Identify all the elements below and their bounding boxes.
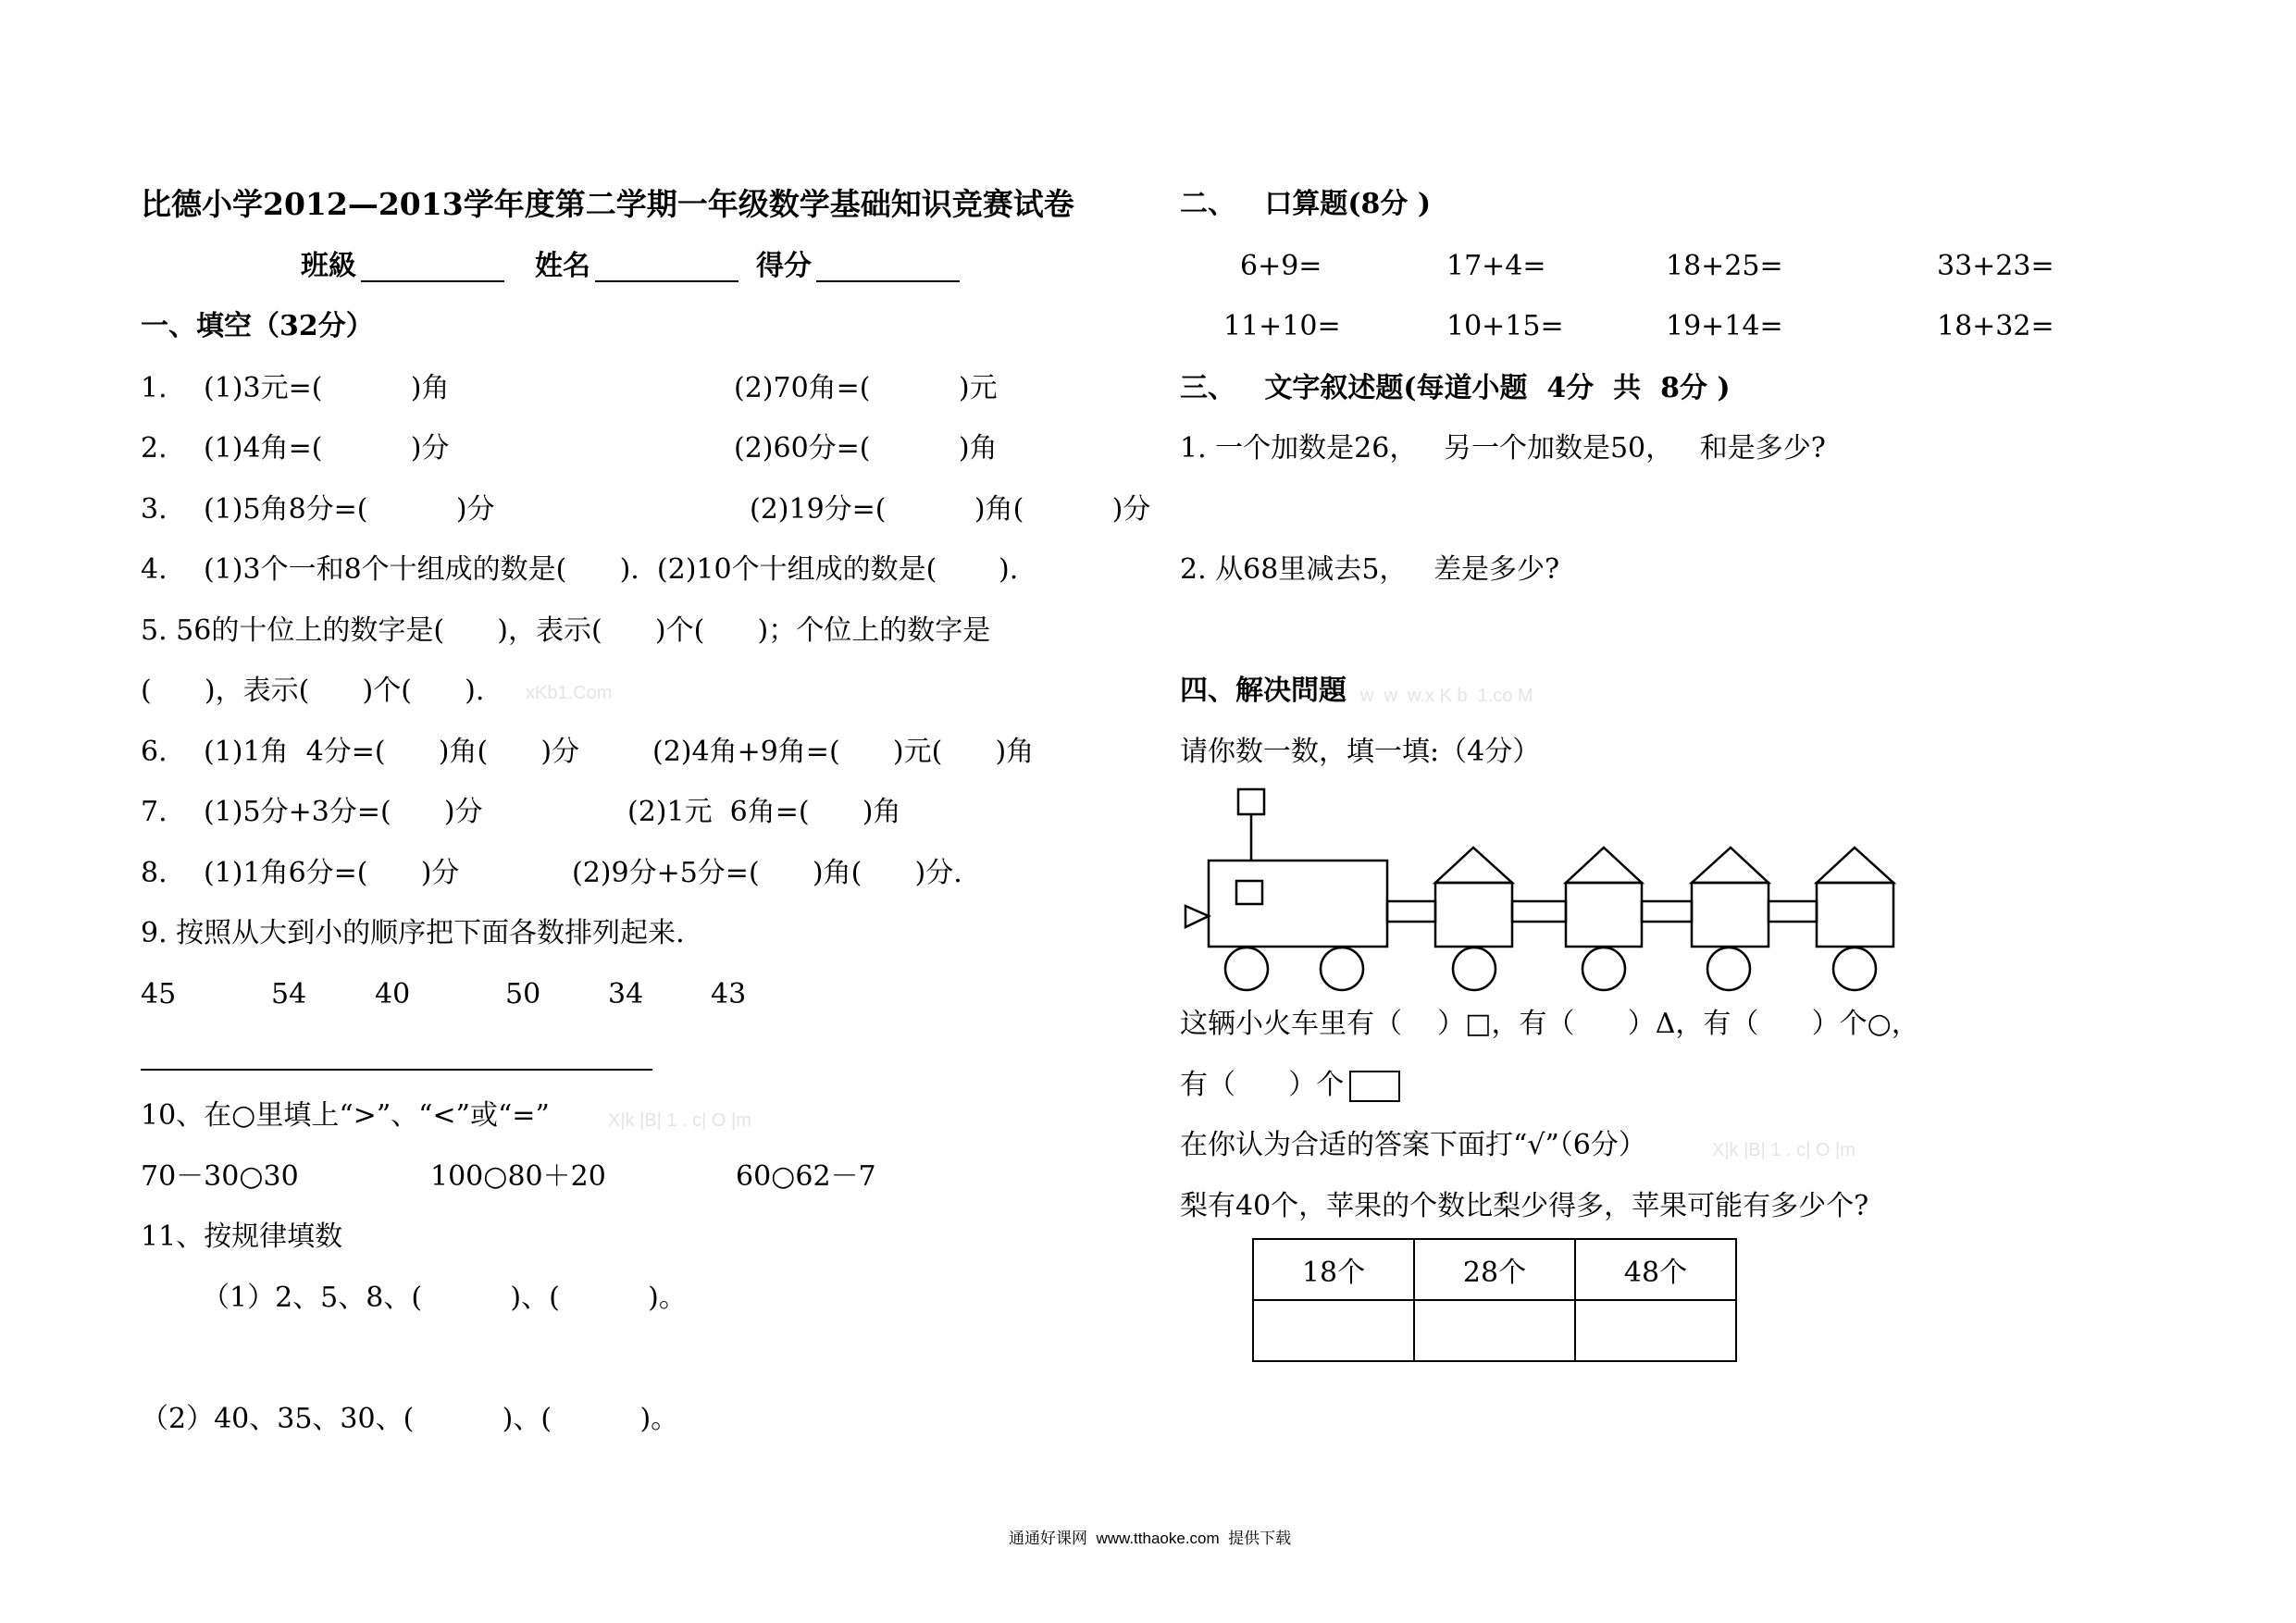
- rectangle-shape-icon: [1349, 1071, 1400, 1102]
- word-problem-2: 2. 从68里减去5， 差是多少?: [1180, 553, 1560, 586]
- count-answer-line1: 这辆小火车里有（ ）□，有（ ）Δ，有（ ）个○，: [1180, 1008, 1919, 1040]
- watermark-1: xKb1.Com: [526, 683, 613, 703]
- q7-part-b: (2)1元 6角=( )角: [627, 796, 901, 828]
- q6-part-b: (2)4角+9角=( )元( )角: [652, 736, 1035, 768]
- mental-math-item: 19+14=: [1666, 310, 1783, 342]
- class-label: 班級: [301, 250, 356, 282]
- q7-part-a: (1)5分+3分=( )分: [204, 796, 483, 828]
- q9-number: 43: [711, 978, 747, 1010]
- mental-math-item: 18+25=: [1666, 250, 1783, 282]
- q9-number: 50: [505, 978, 541, 1010]
- count-prompt: 请你数一数，填一填:（4分）: [1180, 736, 1541, 768]
- q3-num: 3.: [141, 493, 168, 526]
- q9-number: 54: [271, 978, 307, 1010]
- section3-heading: 三、 文字叙述题(每道小题 4分 共 8分 ): [1180, 372, 1731, 404]
- name-blank[interactable]: [595, 280, 738, 282]
- q5-line2: ( )，表示( )个( ).: [141, 675, 485, 707]
- q6-part-a: (1)1角 4分=( )角( )分: [204, 736, 580, 768]
- q9-answer-line[interactable]: [141, 1069, 652, 1071]
- score-blank[interactable]: [816, 280, 960, 282]
- q11-part-1: （1）2、5、8、( )、( )。: [202, 1282, 687, 1314]
- q11-part-2: （2）40、35、30、( )、( )。: [141, 1403, 679, 1435]
- q3-part-a: (1)5角8分=( )分: [204, 493, 495, 526]
- exam-title: 比德小学2012—2013学年度第二学期一年级数学基础知识竞赛试卷: [141, 186, 1074, 222]
- watermark-3: X|k |B| 1 . c| O |m: [608, 1110, 751, 1131]
- class-blank[interactable]: [361, 280, 504, 282]
- q1-part-b: (2)70角=( )元: [734, 372, 998, 404]
- word-problem-1: 1. 一个加数是26， 另一个加数是50， 和是多少?: [1180, 432, 1826, 465]
- choice-check-cell[interactable]: [1414, 1300, 1575, 1361]
- q10-item: 70－30○30: [141, 1160, 299, 1193]
- q8-num: 8.: [141, 857, 168, 889]
- q7-num: 7.: [141, 796, 168, 828]
- watermark-4: X|k |B| 1 . c| O |m: [1712, 1140, 1855, 1160]
- footer-text: 通通好课网 www.tthaoke.com 提供下载: [1009, 1530, 1292, 1547]
- q1-num: 1.: [141, 372, 168, 404]
- mental-math-item: 33+23=: [1937, 250, 2054, 282]
- section4-heading: 四、解决問題: [1180, 675, 1347, 707]
- train-figure: [1175, 782, 1897, 995]
- q8-part-b: (2)9分+5分=( )角( )分.: [572, 857, 962, 889]
- choice-header: 48个: [1575, 1239, 1736, 1300]
- name-label: 姓名: [535, 250, 590, 282]
- watermark-2: w w w.x K b 1.co M: [1360, 686, 1533, 706]
- score-label: 得分: [756, 250, 812, 282]
- q9-number: 40: [375, 978, 411, 1010]
- answer-choice-table: [1252, 1238, 1737, 1362]
- q3-part-b: (2)19分=( )角( )分: [750, 493, 1151, 526]
- section2-heading: 二、 口算题(8分 ): [1180, 188, 1432, 220]
- q6-num: 6.: [141, 736, 168, 768]
- mental-math-item: 6+9=: [1240, 250, 1322, 282]
- q10-prompt: 10、在○里填上“>”、“<”或“=”: [141, 1099, 550, 1132]
- q9-number: 45: [141, 978, 177, 1010]
- q2-num: 2.: [141, 432, 168, 465]
- q8-part-a: (1)1角6分=( )分: [204, 857, 460, 889]
- mental-math-item: 11+10=: [1223, 310, 1341, 342]
- q4-num: 4.: [141, 553, 168, 586]
- choice-header: 18个: [1253, 1239, 1414, 1300]
- mental-math-item: 18+32=: [1937, 310, 2054, 342]
- mental-math-item: 17+4=: [1446, 250, 1546, 282]
- q9-prompt: 9. 按照从大到小的顺序把下面各数排列起来.: [141, 917, 685, 949]
- q4-text: (1)3个一和8个十组成的数是( ). (2)10个十组成的数是( ).: [204, 553, 1019, 586]
- mental-math-item: 10+15=: [1446, 310, 1564, 342]
- choice-check-cell[interactable]: [1253, 1300, 1414, 1361]
- q11-prompt: 11、按规律填数: [141, 1220, 343, 1253]
- q5-line1: 5. 56的十位上的数字是( )，表示( )个( )；个位上的数字是: [141, 614, 991, 647]
- section1-heading: 一、填空（32分）: [141, 310, 374, 342]
- q10-item: 100○80＋20: [430, 1160, 606, 1193]
- count-answer-line2: 有（ ）个: [1180, 1069, 1345, 1101]
- choice-header: 28个: [1414, 1239, 1575, 1300]
- q9-number: 34: [608, 978, 644, 1010]
- q1-part-a: (1)3元=( )角: [204, 372, 450, 404]
- q2-part-a: (1)4角=( )分: [204, 432, 450, 465]
- q10-item: 60○62－7: [736, 1160, 876, 1193]
- q2-part-b: (2)60分=( )角: [734, 432, 998, 465]
- pear-question: 梨有40个，苹果的个数比梨少得多，苹果可能有多少个?: [1180, 1190, 1869, 1222]
- choose-prompt: 在你认为合适的答案下面打“√”（6分）: [1180, 1129, 1646, 1161]
- choice-check-cell[interactable]: [1575, 1300, 1736, 1361]
